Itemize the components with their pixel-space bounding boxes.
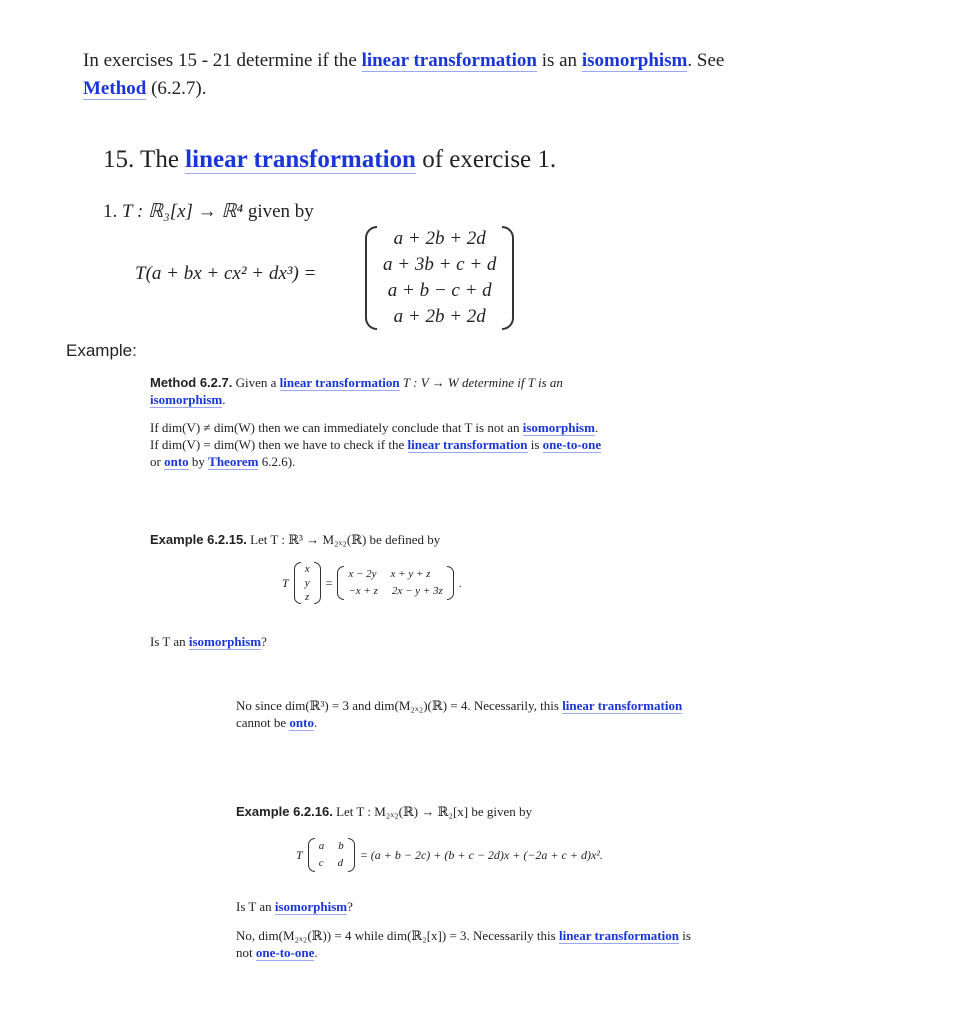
method-conditions: [150, 419, 670, 470]
example-6-2-16-heading: [236, 803, 532, 820]
example-6-2-16-question: [236, 898, 353, 915]
example-6-2-15-label: Example 6.2.15.: [150, 532, 247, 547]
matrix-row: a + 3b + c + d: [383, 254, 497, 275]
link-linear-transformation[interactable]: linear transformation: [562, 698, 683, 713]
answer-text-2: not: [236, 945, 256, 960]
map-symbol: T: [296, 847, 303, 862]
matrix-entry: −x + z: [348, 585, 378, 597]
exercise-1-lhs: T(a + bx + cx² + dx³) =: [135, 263, 317, 284]
method-text-2: T : V → W determine if T is an: [399, 375, 563, 390]
input-vector: [294, 562, 321, 604]
method-label: Method 6.2.7.: [150, 375, 233, 390]
matrix-entry: d: [337, 857, 344, 869]
answer-text: No since dim(ℝ³) = 3 and dim(M₂ₓ₂)(ℝ) = 4. Necessarily, this: [236, 698, 563, 713]
exercise-15-text-1: 15. The: [103, 146, 186, 173]
example-6-2-15-equation: [282, 562, 462, 604]
matrix-entry: a: [318, 840, 325, 852]
link-linear-transformation[interactable]: linear transformation: [361, 50, 537, 71]
matrix-entry: c: [318, 857, 324, 869]
right-paren: [502, 226, 514, 330]
answer-end: .: [313, 715, 318, 730]
exercise-1-heading: [103, 200, 314, 223]
method-p3-mid: is: [527, 437, 543, 452]
link-isomorphism[interactable]: isomorphism: [188, 634, 262, 649]
link-one-to-one[interactable]: one-to-one: [255, 945, 315, 960]
intro-text-3: . See: [687, 50, 725, 71]
method-p2-end: .: [594, 420, 599, 435]
link-isomorphism[interactable]: isomorphism: [522, 420, 595, 435]
exercise-15-heading: [103, 146, 556, 174]
answer-text: No, dim(M₂ₓ₂(ℝ)) = 4 while dim(ℝ₂[x]) = 3. Necessarily this: [236, 928, 559, 943]
example-label: Example:: [66, 341, 137, 360]
intro-text-1: In exercises 15 - 21 determine if the: [83, 50, 362, 71]
link-linear-transformation[interactable]: linear transformation: [185, 146, 416, 173]
method-p2-text: If dim(V) ≠ dim(W) then we can immediately conclude that T is not an: [150, 420, 523, 435]
method-p3-text: If dim(V) = dim(W) then we have to check if the: [150, 437, 408, 452]
question-text: Is T an: [236, 899, 275, 914]
equals-sign: =: [325, 575, 333, 590]
exercise-1-suffix: given by: [243, 201, 314, 222]
link-one-to-one[interactable]: one-to-one: [542, 437, 602, 452]
question-mark: ?: [347, 899, 353, 914]
method-p4-end: 6.2.6).: [258, 454, 296, 469]
link-isomorphism[interactable]: isomorphism: [274, 899, 348, 914]
example-6-2-16-equation: [296, 838, 603, 872]
period: .: [458, 575, 462, 590]
method-paragraph: [150, 374, 670, 408]
matrix-row: a + b − c + d: [387, 280, 492, 301]
exercise-1-prefix: 1.: [103, 201, 122, 222]
link-linear-transformation[interactable]: linear transformation: [558, 928, 679, 943]
example-6-2-15-heading: [150, 531, 440, 548]
output-matrix: [337, 566, 453, 600]
link-theorem[interactable]: Theorem: [208, 454, 259, 469]
matrix-row: a + 2b + 2d: [393, 228, 486, 249]
example-6-2-16-answer: [236, 927, 796, 961]
input-matrix: [308, 838, 355, 872]
map-symbol: T: [282, 575, 289, 590]
vector-entry: x: [304, 563, 310, 575]
link-linear-transformation[interactable]: linear transformation: [407, 437, 528, 452]
method-p4-mid: by: [188, 454, 209, 469]
intro-text-2: is an: [536, 50, 582, 71]
intro-paragraph: [83, 47, 843, 103]
equation-rhs: = (a + b − 2c) + (b + c − 2d)x + (−2a + c + d)x².: [359, 847, 603, 862]
question-text: Is T an: [150, 634, 189, 649]
link-linear-transformation[interactable]: linear transformation: [279, 375, 400, 390]
matrix-entry: x − 2y: [348, 568, 377, 580]
example-6-2-15-question: [150, 633, 267, 650]
link-isomorphism[interactable]: isomorphism: [581, 50, 688, 71]
method-text-1: Given a: [232, 375, 280, 390]
exercise-15-text-2: of exercise 1.: [415, 146, 557, 173]
example-6-2-15-answer: [236, 697, 796, 731]
link-isomorphism[interactable]: isomorphism: [150, 392, 223, 407]
link-onto[interactable]: onto: [164, 454, 189, 469]
example-6-2-16-text: Let T : M₂ₓ₂(ℝ) → ℝ₂[x] be given by: [332, 804, 533, 819]
matrix-entry: b: [338, 840, 344, 852]
matrix-entry: 2x − y + 3z: [391, 585, 443, 597]
vector-entry: z: [304, 591, 310, 603]
intro-text-4: (6.2.7).: [146, 78, 207, 99]
answer-text-2: cannot be: [236, 715, 290, 730]
left-paren: [365, 226, 377, 330]
link-onto[interactable]: onto: [289, 715, 314, 730]
method-text-3: .: [222, 392, 226, 407]
question-mark: ?: [261, 634, 267, 649]
example-6-2-15-text: Let T : ℝ³ → M₂ₓ₂(ℝ) be defined by: [246, 532, 441, 547]
exercise-1-map: T : ℝ₃[x] → ℝ⁴: [122, 201, 244, 222]
answer-end: .: [314, 945, 318, 960]
example-6-2-16-label: Example 6.2.16.: [236, 804, 333, 819]
vector-entry: y: [304, 577, 310, 589]
answer-mid: is: [678, 928, 691, 943]
matrix-row: a + 2b + 2d: [393, 306, 486, 327]
matrix-entry: x + y + z: [390, 568, 431, 580]
exercise-1-matrix: [365, 226, 514, 330]
link-method[interactable]: Method: [83, 78, 147, 99]
method-p4-text: or: [150, 454, 165, 469]
